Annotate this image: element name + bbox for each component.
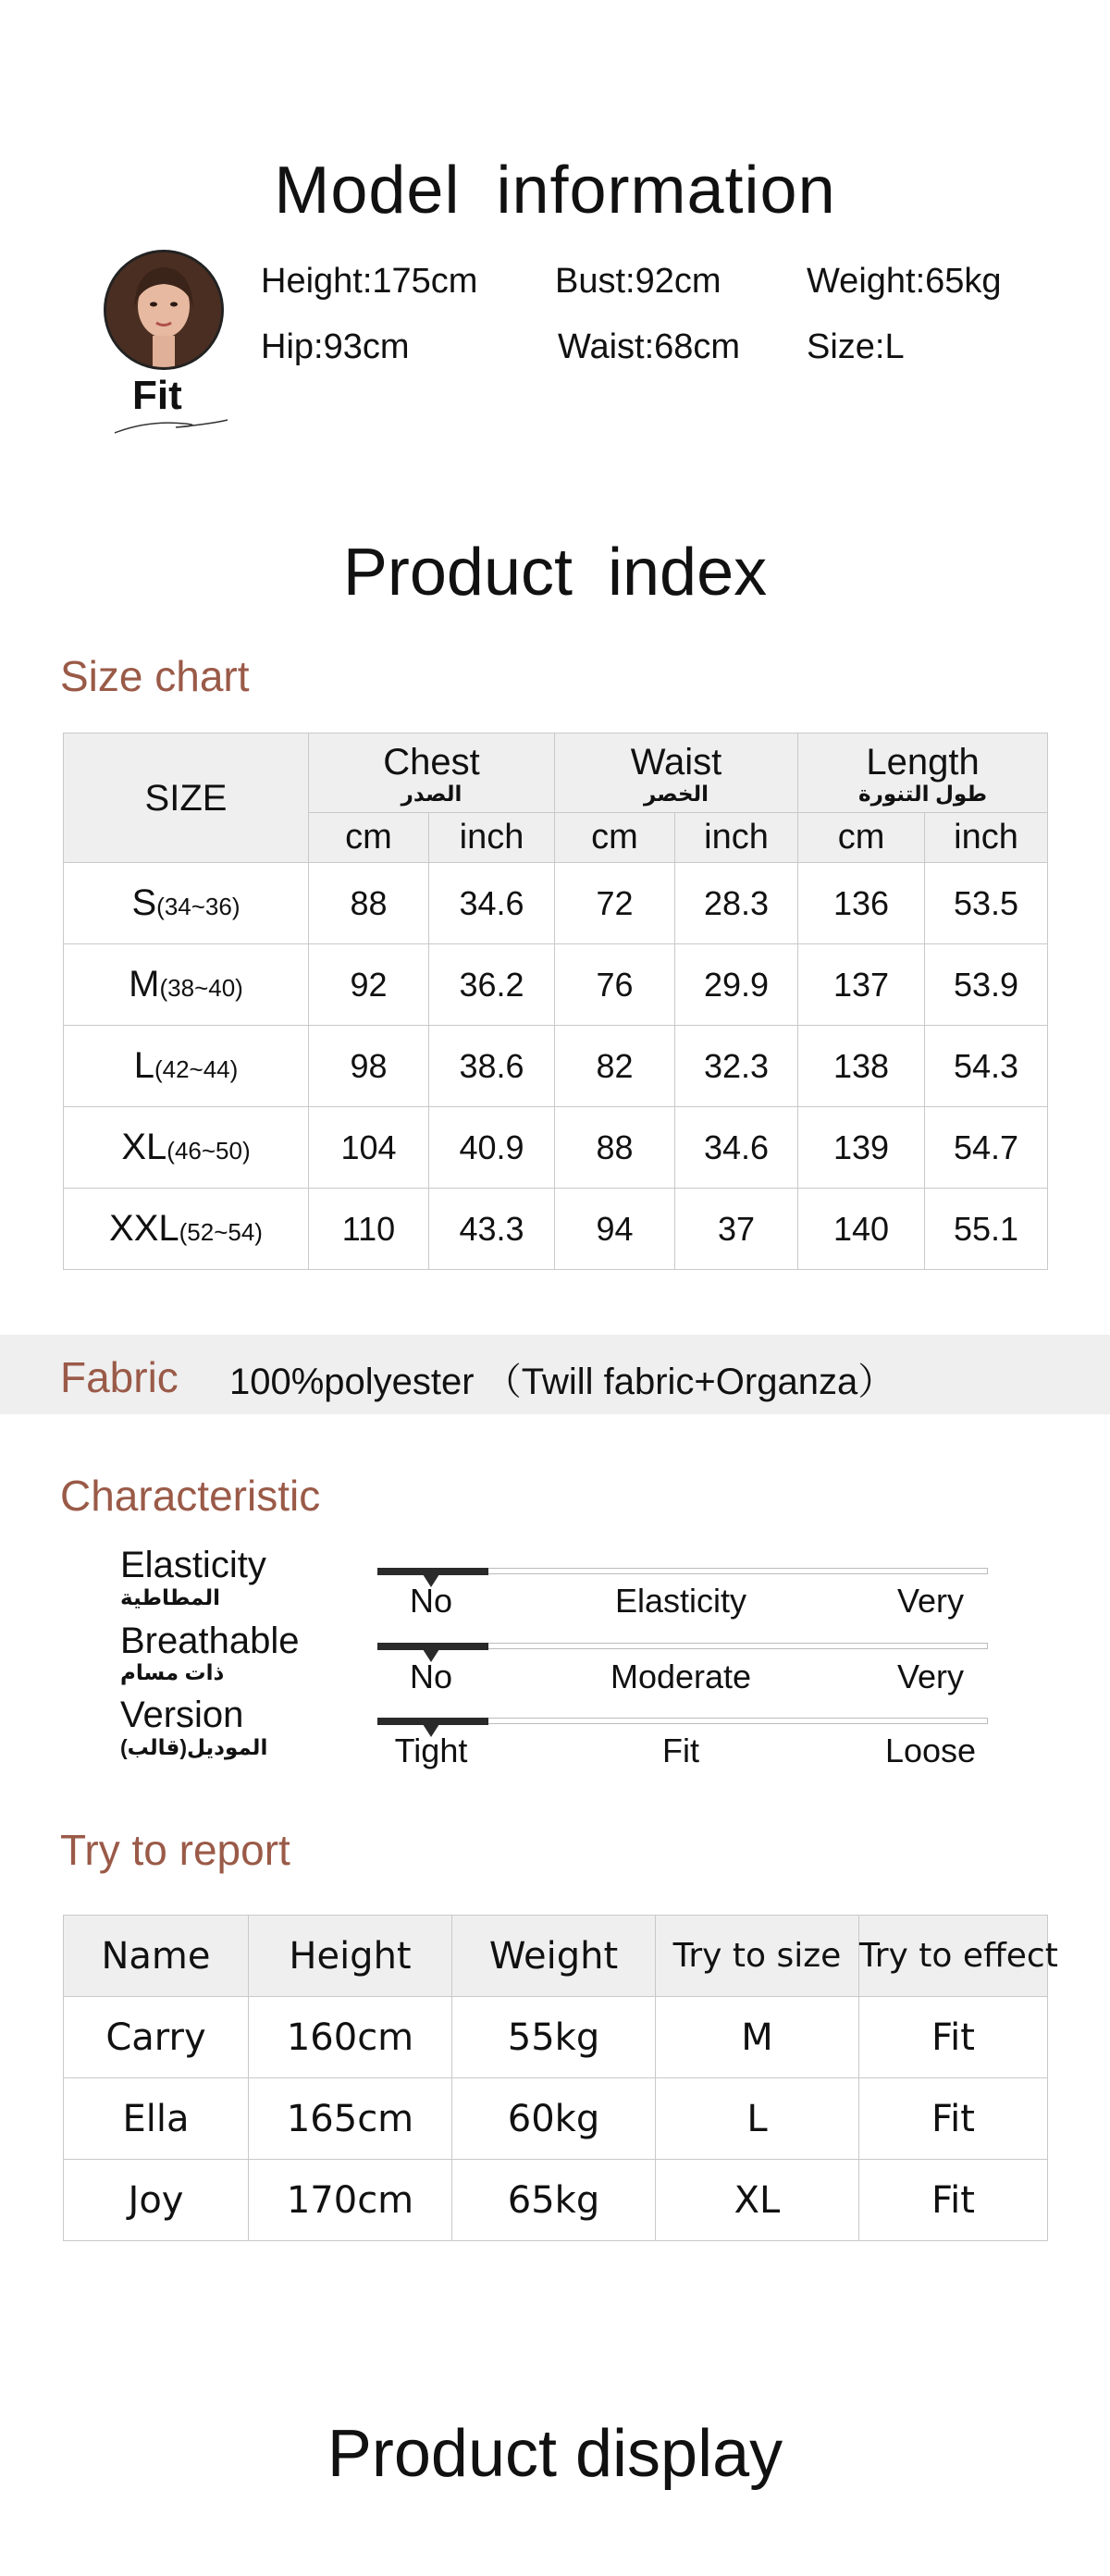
report-cell: 170cm: [249, 2160, 452, 2241]
report-cell: Fit: [859, 2160, 1048, 2241]
size-range: (52~54): [179, 1218, 263, 1246]
value-cell: 92: [309, 944, 429, 1026]
breathable-label: Breathable: [120, 1621, 300, 1661]
length-group-header: [798, 733, 1048, 813]
report-cell: Carry: [64, 1997, 249, 2078]
product-display-title: Product display: [327, 2417, 783, 2491]
breathable-scale-low: No: [409, 1658, 453, 1695]
value-cell: 55.1: [925, 1189, 1048, 1270]
size-value: S: [131, 882, 157, 923]
table-row: [64, 1107, 1048, 1189]
model-height: Height:175cm: [261, 262, 478, 301]
size-value: XL: [121, 1127, 167, 1167]
table-row: [64, 863, 1048, 944]
size-chart-table: [63, 733, 1048, 1270]
unit-header: cm: [309, 813, 429, 863]
value-cell: 43.3: [429, 1189, 555, 1270]
model-waist: Waist:68cm: [558, 327, 741, 366]
table-row: [64, 1026, 1048, 1107]
length-label: Length: [866, 741, 980, 783]
unit-header: cm: [555, 813, 675, 863]
elasticity-arabic-label: المطاطية: [120, 1585, 220, 1609]
value-cell: 139: [798, 1107, 925, 1189]
fit-logo-text: Fit: [132, 373, 182, 418]
report-cell: 165cm: [249, 2078, 452, 2160]
chest-label: Chest: [383, 741, 480, 783]
size-range: (42~44): [154, 1055, 239, 1083]
report-cell: 60kg: [452, 2078, 656, 2160]
size-value: XXL: [109, 1208, 179, 1249]
value-cell: 28.3: [675, 863, 798, 944]
value-cell: 38.6: [429, 1026, 555, 1107]
elasticity-scale-high: Very: [896, 1582, 965, 1620]
value-cell: 94: [555, 1189, 675, 1270]
unit-header: inch: [675, 813, 798, 863]
report-cell: 55kg: [452, 1997, 656, 2078]
unit-header: inch: [925, 813, 1048, 863]
value-cell: 34.6: [675, 1107, 798, 1189]
value-cell: 34.6: [429, 863, 555, 944]
table-row: [64, 944, 1048, 1026]
product-index-title: Product index: [342, 536, 768, 610]
size-value: M: [129, 964, 160, 1005]
unit-header: inch: [429, 813, 555, 863]
value-cell: 37: [675, 1189, 798, 1270]
model-information-title: Model information: [274, 154, 836, 228]
size-cell: [64, 1189, 309, 1270]
size-cell: [64, 1107, 309, 1189]
value-cell: 72: [555, 863, 675, 944]
report-cell: XL: [656, 2160, 859, 2241]
size-value: L: [133, 1045, 154, 1086]
size-range: (34~36): [156, 893, 240, 920]
model-size: Size:L: [807, 327, 905, 366]
value-cell: 98: [309, 1026, 429, 1107]
elasticity-label: Elasticity: [120, 1545, 266, 1585]
chest-group-header: [309, 733, 555, 813]
value-cell: 140: [798, 1189, 925, 1270]
value-cell: 82: [555, 1026, 675, 1107]
elasticity-scale-low: No: [409, 1582, 453, 1620]
report-cell: Fit: [859, 2078, 1048, 2160]
version-scale-high: Loose: [884, 1732, 977, 1769]
report-cell: Joy: [64, 2160, 249, 2241]
table-row: [64, 1189, 1048, 1270]
model-avatar: [104, 250, 224, 370]
length-arabic-label: طول التنورة: [858, 781, 987, 806]
breathable-scale-mid: Moderate: [610, 1658, 752, 1695]
table-row: [64, 2160, 1048, 2241]
value-cell: 137: [798, 944, 925, 1026]
table-header-row: [64, 1916, 1048, 1997]
value-cell: 53.9: [925, 944, 1048, 1026]
breathable-arabic-label: ذات مسام: [120, 1660, 225, 1684]
size-chart-heading: Size chart: [60, 652, 250, 700]
model-weight: Weight:65kg: [807, 262, 1002, 301]
breathable-scale-high: Very: [896, 1658, 965, 1695]
value-cell: 104: [309, 1107, 429, 1189]
value-cell: 138: [798, 1026, 925, 1107]
value-cell: 54.3: [925, 1026, 1048, 1107]
size-range: (46~50): [166, 1137, 251, 1165]
report-cell: 65kg: [452, 2160, 656, 2241]
table-row: [64, 1997, 1048, 2078]
report-cell: Fit: [859, 1997, 1048, 2078]
report-cell: Ella: [64, 2078, 249, 2160]
unit-header: cm: [798, 813, 925, 863]
report-header-cell: Height: [249, 1916, 452, 1997]
report-cell: 160cm: [249, 1997, 452, 2078]
report-header-cell: Try to size: [656, 1916, 859, 1997]
chest-arabic-label: الصدر: [401, 781, 462, 806]
version-arabic-label: الموديل(قالب): [120, 1735, 268, 1759]
waist-label: Waist: [630, 741, 722, 783]
size-range: (38~40): [159, 974, 243, 1002]
table-row: [64, 2078, 1048, 2160]
value-cell: 53.5: [925, 863, 1048, 944]
report-header-cell: Weight: [452, 1916, 656, 1997]
waist-group-header: [555, 733, 798, 813]
value-cell: 54.7: [925, 1107, 1048, 1189]
size-cell: [64, 1026, 309, 1107]
fabric-value: 100%polyester （Twill fabric+Organza）: [229, 1362, 895, 1402]
report-cell: M: [656, 1997, 859, 2078]
value-cell: 40.9: [429, 1107, 555, 1189]
size-cell: [64, 863, 309, 944]
value-cell: 136: [798, 863, 925, 944]
elasticity-scale-mid: Elasticity: [614, 1582, 747, 1620]
fit-swoosh-icon: [111, 414, 231, 437]
fabric-label: Fabric: [60, 1353, 179, 1401]
size-column-header: SIZE: [64, 733, 309, 863]
version-scale-mid: Fit: [662, 1732, 699, 1769]
report-cell: L: [656, 2078, 859, 2160]
value-cell: 76: [555, 944, 675, 1026]
report-header-cell: Name: [64, 1916, 249, 1997]
try-report-heading: Try to report: [60, 1826, 290, 1874]
try-report-table: [63, 1915, 1058, 2241]
model-hip: Hip:93cm: [261, 327, 410, 366]
report-header-cell: Try to effect: [859, 1916, 1048, 1997]
value-cell: 110: [309, 1189, 429, 1270]
model-bust: Bust:92cm: [555, 262, 722, 301]
version-label: Version: [120, 1695, 244, 1735]
model-portrait-icon: [106, 253, 221, 367]
value-cell: 29.9: [675, 944, 798, 1026]
size-cell: [64, 944, 309, 1026]
characteristic-heading: Characteristic: [60, 1472, 321, 1520]
value-cell: 88: [309, 863, 429, 944]
waist-arabic-label: الخصر: [643, 781, 709, 806]
value-cell: 88: [555, 1107, 675, 1189]
value-cell: 32.3: [675, 1026, 798, 1107]
value-cell: 36.2: [429, 944, 555, 1026]
version-scale-low: Tight: [394, 1732, 468, 1769]
